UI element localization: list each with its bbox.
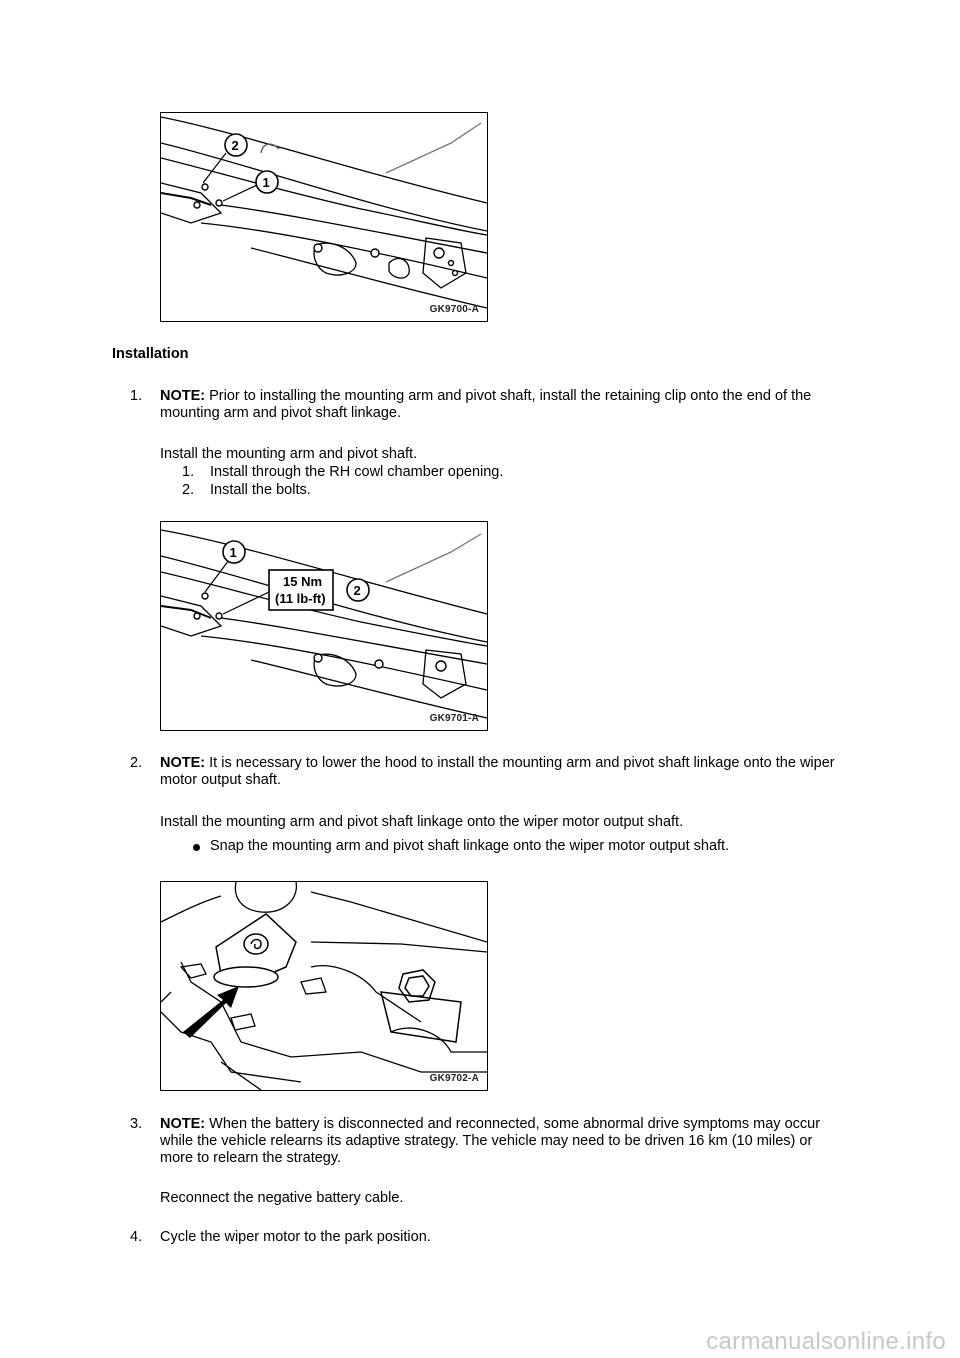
step-number: 3. xyxy=(130,1116,143,1132)
step-number: 4. xyxy=(130,1229,143,1245)
note-label: NOTE: xyxy=(160,1116,206,1132)
output-shaft-illustration xyxy=(161,882,487,1090)
note-text: When the battery is disconnected and reconnected, some abnormal drive symptoms may occur while the vehicle relearns its adaptive strategy. The vehicle may need to be driven 16 km (10 miles) or more to relearn the strategy. xyxy=(160,1116,821,1166)
callout-1-label: 1 xyxy=(262,175,270,190)
step-note xyxy=(160,1116,830,1167)
torque-nm: 15 Nm xyxy=(283,574,323,589)
note-label: NOTE: xyxy=(160,388,206,404)
figure-gk9701 xyxy=(160,521,488,731)
note-text: Prior to installing the mounting arm and pivot shaft, install the retaining clip onto the end of the mounting arm and pivot shaft linkage. xyxy=(160,388,812,421)
figure-code: GK9701-A xyxy=(429,713,479,724)
callout-2-label: 2 xyxy=(353,583,361,598)
step-instruction: Install the mounting arm and pivot shaft linkage onto the wiper motor output shaft. xyxy=(160,814,684,830)
step-number: 2. xyxy=(130,755,143,771)
figure-gk9702 xyxy=(160,881,488,1091)
bullet-icon xyxy=(193,844,200,851)
note-label: NOTE: xyxy=(160,755,206,771)
torque-lbft: (11 lb-ft) xyxy=(275,591,326,606)
figure-code: GK9702-A xyxy=(429,1073,479,1084)
step-instruction: Install the mounting arm and pivot shaft. xyxy=(160,446,418,462)
arrow-icon xyxy=(183,986,239,1038)
figure-gk9700 xyxy=(160,112,488,322)
cowl-mounting-illustration xyxy=(161,113,487,321)
substep-number: 2. xyxy=(182,482,195,498)
step-instruction: Reconnect the negative battery cable. xyxy=(160,1190,404,1206)
substep-text: Install through the RH cowl chamber opening. xyxy=(210,464,504,480)
footer-watermark: carmanualsonline.info xyxy=(706,1328,946,1355)
bullet-text: Snap the mounting arm and pivot shaft linkage onto the wiper motor output shaft. xyxy=(210,838,730,854)
substep-number: 1. xyxy=(182,464,195,480)
callout-2-label: 2 xyxy=(231,138,239,153)
section-heading: Installation xyxy=(112,346,189,362)
substep-text: Install the bolts. xyxy=(210,482,311,498)
step-note xyxy=(160,755,842,789)
note-text: It is necessary to lower the hood to install the mounting arm and pivot shaft linkage onto the wiper motor output shaft. xyxy=(160,755,835,788)
step-number: 1. xyxy=(130,388,143,404)
step-note xyxy=(160,388,842,422)
figure-code: GK9700-A xyxy=(429,304,479,315)
step-instruction: Cycle the wiper motor to the park position. xyxy=(160,1229,431,1245)
cowl-bolts-illustration xyxy=(161,522,487,730)
callout-1-label: 1 xyxy=(229,545,237,560)
